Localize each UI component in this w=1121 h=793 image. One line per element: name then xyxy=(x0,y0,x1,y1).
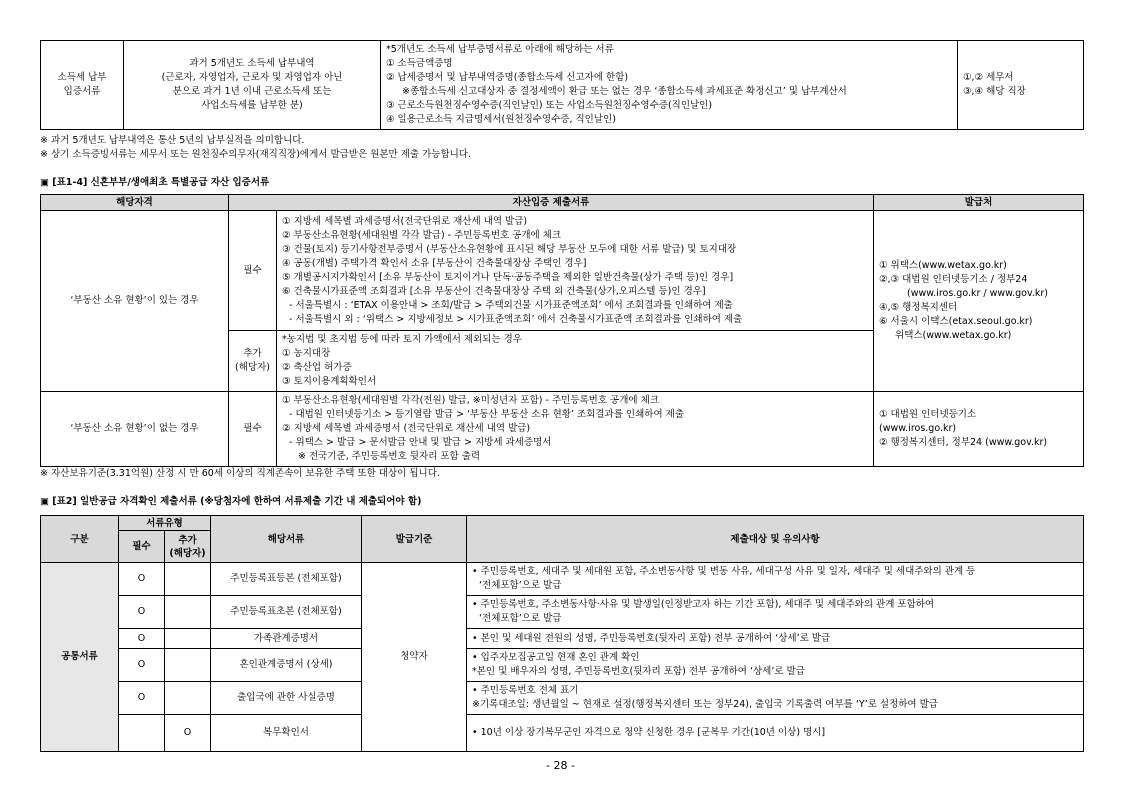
asset-proof-table xyxy=(40,194,1084,467)
general-header-row xyxy=(41,516,1084,531)
asset-owned-label-text: ‘부동산 소유 현황’이 있는 경우 xyxy=(70,295,199,306)
asset-doc-line: ③ 건물(토지) 등기사항전부증명서 (부동산소유현황에 표시된 해당 부동산 모두에 대한 서류 발급) 및 토지대장 xyxy=(282,243,737,255)
note-line: ‘전체포함’으로 발급 xyxy=(479,580,562,591)
additional-mark xyxy=(165,682,211,715)
additional-label-line: (해당자) xyxy=(235,362,270,373)
asset-doc-line: ③ 토지이용계획확인서 xyxy=(282,376,377,387)
asset-issuer-line: ② 행정복지센터, 정부24 (www.gov.kr) xyxy=(879,437,1048,448)
income-proof-table-block xyxy=(40,40,1084,130)
income-issuer-line: ①,② 세무서 xyxy=(963,72,1014,83)
note-line: • 본인 및 세대원 전원의 성명, 주민등록번호(뒷자리 포함) 전부 공개하여 ‘상세’로 발급 xyxy=(472,632,831,644)
asset-owned-additional-docs xyxy=(277,331,874,392)
asset-doc-line: ② 부동산소유현황(세대원별 각각 발급) - 주민등록번호 공개에 체크 xyxy=(282,229,562,241)
income-issuer-cell xyxy=(958,41,1084,130)
required-mark xyxy=(119,715,165,752)
asset-doc-line: - 서울특별시 : ‘ETAX 이용안내 > 조회/발급 > 주택외건물 시가표준액조회’ 에서 조회결과를 인쇄하여 제출 xyxy=(289,299,733,311)
income-category-line: 입증서류 xyxy=(63,86,101,97)
document-notes xyxy=(467,563,1084,596)
general-header-category: 구분 xyxy=(41,516,119,563)
asset-owned-required-label: 필수 xyxy=(229,211,277,331)
note-line: • 주민등록번호, 세대주 및 세대원 포함, 주소변동사항 및 변동 사유, 세대구성 사유 및 일자, 세대주 및 세대주와의 관계 등 xyxy=(472,566,976,577)
note-line: ※기록대조일: 생년월일 ~ 현재로 설정(행정복지센터 또는 정부24), 출입국 기록출력 여부를 ‘Y’로 설정하여 발급 xyxy=(472,699,938,710)
note-line: *본인 및 배우자의 성명, 주민등록번호(뒷자리 포함) 전부 공개하여 ‘상세’로 발급 xyxy=(472,666,805,677)
required-mark: O xyxy=(119,563,165,596)
income-target-line: 과거 5개년도 소득세 납부내역 xyxy=(189,58,315,69)
income-issuer-line: ③,④ 해당 직장 xyxy=(963,86,1026,97)
asset-proof-note: ※ 자산보유기준(3.31억원) 산정 시 만 60세 이상의 직계존속이 보유한 주택 또한 대상이 됩니다. xyxy=(40,468,440,479)
asset-header-documents: 자산입증 제출서류 xyxy=(229,195,874,211)
table-row xyxy=(41,563,1084,596)
income-document-line: ※종합소득세 신고대상자 중 결정세액이 환급 또는 없는 경우 ‘종합소득세 과세표준 확정신고’ 및 납부계산서 xyxy=(402,86,847,97)
asset-doc-line: ④ 공동(개별) 주택가격 확인서 소유 [부동산이 건축물대장상 주택인 경우] xyxy=(282,257,587,269)
asset-owned-label xyxy=(41,211,229,392)
income-document-line: ④ 일용근로소득 지급명세서(원천징수영수증, 직인날인) xyxy=(386,114,616,125)
income-proof-row xyxy=(41,41,1084,130)
income-proof-table xyxy=(40,40,1084,130)
asset-issuer-line: ① 대법원 인터넷등기소 xyxy=(879,409,977,420)
document-notes xyxy=(467,596,1084,629)
page-number: - 28 - xyxy=(546,759,575,772)
income-category-line: 소득세 납부 xyxy=(57,72,107,83)
table-row xyxy=(41,629,1084,649)
asset-issuer-line: ⑥ 서울시 이택스(etax.seoul.go.kr) xyxy=(879,316,1033,327)
asset-issuer-line: ②,③ 대법원 인터넷등기소 / 정부24 xyxy=(879,274,1028,285)
income-document-line: ② 납세증명서 및 납부내역증명(종합소득세 신고자에 한함) xyxy=(386,72,629,83)
table-row xyxy=(41,649,1084,682)
asset-doc-line: ① 지방세 세목별 과세증명서(전국단위로 재산세 내역 발급) xyxy=(282,215,528,227)
asset-not-owned-required-label: 필수 xyxy=(229,392,277,467)
asset-doc-line: *농지법 및 초지법 등에 따라 토지 가액에서 제외되는 경우 xyxy=(282,334,522,345)
general-basis-cell: 청약자 xyxy=(362,563,467,752)
asset-proof-heading: ▣ [표1-4] 신혼부부/생애최초 특별공급 자산 입증서류 xyxy=(40,177,270,188)
additional-mark xyxy=(165,629,211,649)
income-category-cell xyxy=(41,41,124,130)
asset-doc-line: - 대법원 인터넷등기소 > 등기열람 발급 > ‘부동산 부동산 소유 현황’ 조회결과를 인쇄하여 제출 xyxy=(289,409,685,420)
required-mark: O xyxy=(119,682,165,715)
general-header-doc-type: 서류유형 xyxy=(119,516,211,531)
asset-not-owned-label-text: ‘부동산 소유 현황’이 없는 경우 xyxy=(70,423,199,434)
asset-header-issuer: 발급처 xyxy=(874,195,1084,211)
asset-header-row xyxy=(41,195,1084,211)
table-row xyxy=(41,596,1084,629)
note-line: • 10년 이상 장기복무군인 자격으로 청약 신청한 경우 [군복무 기간(10년 이상) 명시] xyxy=(472,727,826,738)
asset-not-owned-label xyxy=(41,392,229,467)
general-header-required: 필수 xyxy=(119,531,165,563)
income-target-line: 분으로 과거 1년 이내 근로소득세 또는 xyxy=(172,86,332,97)
required-mark: O xyxy=(119,629,165,649)
general-supply-table xyxy=(40,515,1084,752)
asset-not-owned-row xyxy=(41,392,1084,467)
table-row xyxy=(41,715,1084,752)
document-name: 주민등록표등본 (전체포함) xyxy=(211,563,362,596)
asset-proof-table-block xyxy=(40,194,1084,467)
asset-owned-required-row xyxy=(41,211,1084,331)
document-notes xyxy=(467,629,1084,649)
asset-owned-additional-label xyxy=(229,331,277,392)
asset-header-qualification: 해당자격 xyxy=(41,195,229,211)
general-header-additional xyxy=(165,531,211,563)
asset-issuer-line: (www.iros.go.kr) xyxy=(879,423,957,434)
document-name: 가족관계증명서 xyxy=(211,629,362,649)
income-target-line: (근로자, 자영업자, 근로자 및 자영업자 아닌 xyxy=(161,72,343,83)
asset-doc-line: ⑤ 개별공시지가확인서 [소유 부동산이 토지이거나 단독·공동주택을 제외한 일반건축물(상가 주택 등)인 경우] xyxy=(282,271,734,283)
asset-doc-line: ② 지방세 세목별 과세증명서 (전국단위로 재산세 내역 발급) xyxy=(282,423,531,434)
document-notes xyxy=(467,715,1084,752)
asset-doc-line: ① 농지대장 xyxy=(282,348,331,359)
table-row xyxy=(41,682,1084,715)
income-document-line: ③ 근로소득원천징수영수증(직인날인) 또는 사업소득원천징수영수증(직인날인) xyxy=(386,100,713,111)
asset-doc-line: ② 축산업 허가증 xyxy=(282,362,352,373)
general-header-additional-line: (해당자) xyxy=(169,547,206,559)
note-line: • 입주자모집공고일 현재 혼인 관계 확인 xyxy=(472,652,640,663)
document-name: 출입국에 관한 사실증명 xyxy=(211,682,362,715)
income-notes xyxy=(40,134,471,162)
general-supply-heading: ▣ [표2] 일반공급 자격확인 제출서류 (※당첨자에 한하여 서류제출 기간 내 제출되어야 함) xyxy=(40,496,422,507)
asset-issuer-line: (www.iros.go.kr / www.gov.kr) xyxy=(907,288,1048,299)
asset-doc-line: ⑥ 건축물시가표준액 조회결과 [소유 부동산이 건축물대장상 주택 외 건축물(상가,오피스텔 등)인 경우] xyxy=(282,285,706,297)
asset-doc-line: ※ 전국기준, 주민등록번호 뒷자리 포함 출력 xyxy=(298,451,481,462)
note-line: • 주민등록번호, 주소변동사항·사유 및 발생일(인정받고자 하는 기간 포함), 세대주 및 세대주와의 관계 포함하여 xyxy=(472,599,935,610)
asset-owned-issuer xyxy=(874,211,1084,392)
asset-not-owned-required-docs xyxy=(277,392,874,467)
document-notes xyxy=(467,682,1084,715)
additional-mark xyxy=(165,563,211,596)
document-name: 주민등록표초본 (전체포함) xyxy=(211,596,362,629)
general-supply-table-block xyxy=(40,515,1084,752)
required-mark: O xyxy=(119,649,165,682)
general-header-basis: 발급기준 xyxy=(362,516,467,563)
note-line: • 주민등록번호 전체 표기 xyxy=(472,685,579,696)
additional-label-line: 추가 xyxy=(243,348,262,359)
asset-not-owned-issuer xyxy=(874,392,1084,467)
asset-doc-line: - 서울특별시 외 : ‘위택스 > 지방세정보 > 시가표준액조회’ 에서 건축물시가표준액 조회결과를 인쇄하여 제출 xyxy=(289,313,743,325)
general-header-notes: 제출대상 및 유의사항 xyxy=(467,516,1084,563)
income-target-cell xyxy=(124,41,381,130)
general-header-additional-line: 추가 xyxy=(178,534,197,546)
income-target-line: 사업소득세를 납부한 분) xyxy=(201,100,303,111)
asset-doc-line: ① 부동산소유현황(세대원별 각각(전원) 발급, ※미성년자 포함) - 주민등록번호 공개에 체크 xyxy=(282,395,659,406)
asset-doc-line: - 위택스 > 발급 > 문서발급 안내 및 발급 > 지방세 과세증명서 xyxy=(289,437,552,448)
income-note: ※ 상기 소득증빙서류는 세무서 또는 원천징수의무자(재직직장)에게서 발급받은 원본만 제출 가능합니다. xyxy=(40,149,472,160)
asset-issuer-line: 위택스(www.wetax.go.kr) xyxy=(895,330,1012,341)
income-note: ※ 과거 5개년도 납부내역은 통산 5년의 납부실적을 의미합니다. xyxy=(40,135,305,146)
document-name: 복무확인서 xyxy=(211,715,362,752)
general-header-document: 해당서류 xyxy=(211,516,362,563)
document-notes xyxy=(467,649,1084,682)
additional-mark xyxy=(165,596,211,629)
additional-mark xyxy=(165,649,211,682)
general-category-cell: 공통서류 xyxy=(41,563,119,752)
income-documents-cell xyxy=(381,41,958,130)
asset-owned-required-docs xyxy=(277,211,874,331)
asset-issuer-line: ④,⑤ 행정복지센터 xyxy=(879,302,958,313)
income-document-line: ① 소득금액증명 xyxy=(386,58,453,69)
document-name: 혼인관계증명서 (상세) xyxy=(211,649,362,682)
note-line: ‘전체포함’으로 발급 xyxy=(479,613,562,624)
asset-issuer-line: ① 위택스(www.wetax.go.kr) xyxy=(879,260,1007,271)
income-document-line: *5개년도 소득세 납부증명서류로 아래에 해당하는 서류 xyxy=(386,44,614,55)
required-mark: O xyxy=(119,596,165,629)
additional-mark: O xyxy=(165,715,211,752)
